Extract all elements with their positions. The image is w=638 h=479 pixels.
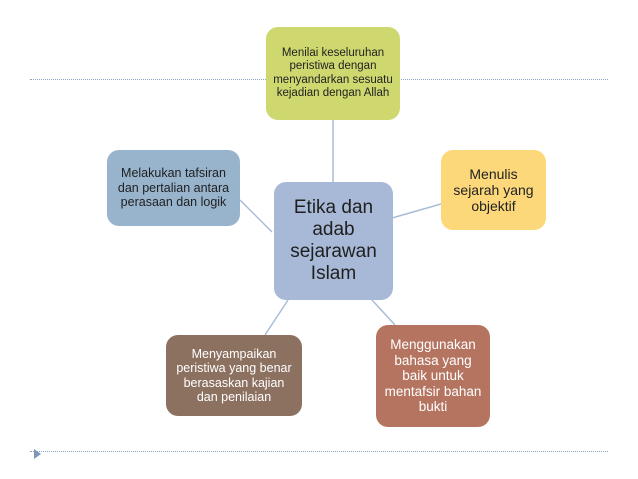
node-left-label: Melakukan tafsiran dan pertalian antara perasaan dan logik xyxy=(117,166,230,210)
node-bottom-right xyxy=(376,325,490,427)
connector-bottom-right xyxy=(372,300,395,325)
node-bottom-right-label: Menggunakan bahasa yang baik untuk mentafsir bahan bukti xyxy=(384,337,482,415)
node-bottom-left xyxy=(166,335,302,416)
node-left xyxy=(107,150,240,226)
center-node xyxy=(274,182,393,300)
connector-bottom-left xyxy=(265,300,288,335)
center-node-label: Etika dan adab sejarawan Islam xyxy=(290,197,377,284)
connector-right xyxy=(392,204,441,218)
connector-left xyxy=(240,200,272,232)
node-top xyxy=(266,27,400,120)
node-right xyxy=(441,150,546,230)
node-right-label: Menulis sejarah yang objektif xyxy=(453,165,534,215)
node-bottom-left-label: Menyampaikan peristiwa yang benar berasaskan kajian dan penilaian xyxy=(176,346,292,404)
node-top-label: Menilai keseluruhan peristiwa dengan menyandarkan sesuatu kejadian dengan Allah xyxy=(273,47,393,99)
